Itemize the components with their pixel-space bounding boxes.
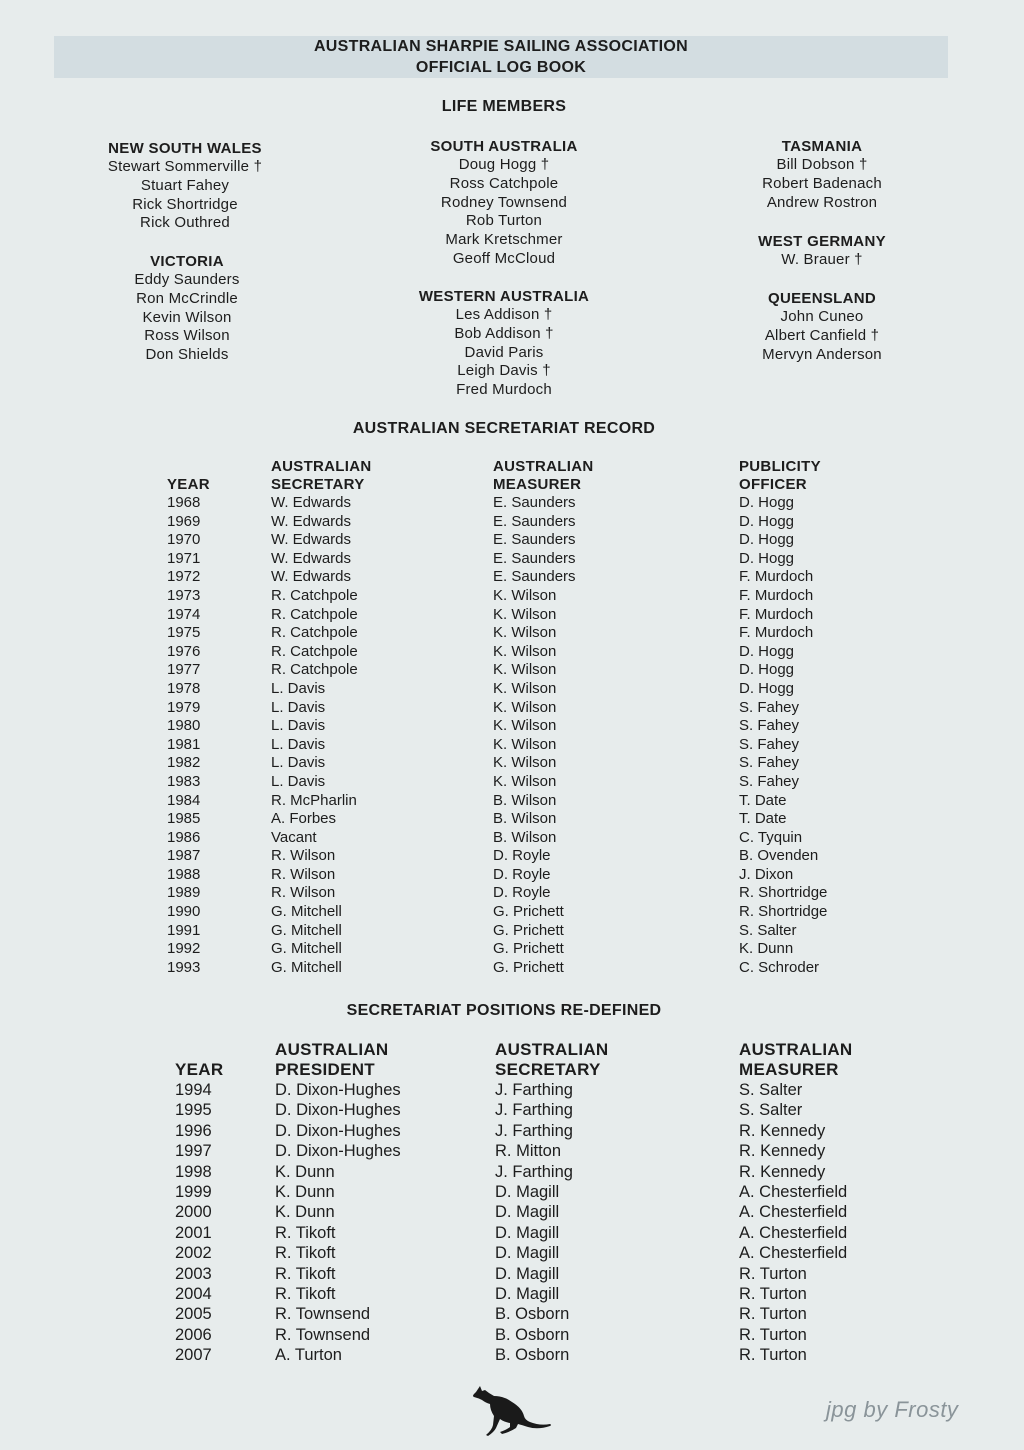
table-cell: S. Fahey — [739, 772, 800, 790]
table-cell: 1980 — [167, 717, 201, 735]
table-cell: J. Farthing — [495, 1081, 573, 1099]
table-cell: G. Prichett — [493, 958, 564, 976]
table-cell: K. Wilson — [493, 735, 557, 753]
table-cell: K. Dunn — [275, 1162, 335, 1181]
table-cell: K. Dunn — [275, 1183, 335, 1202]
column-header-line: MEASURER — [739, 1060, 839, 1079]
table-cell: 1972 — [167, 568, 201, 586]
member-name: Eddy Saunders — [134, 271, 240, 288]
table-cell: 1990 — [167, 903, 201, 921]
table-cell: D. Magill — [495, 1203, 560, 1222]
table-cell: 2005 — [175, 1305, 212, 1324]
table-cell: K. Wilson — [493, 679, 557, 697]
table-cell: 1973 — [167, 586, 201, 604]
column-header-line: PUBLICITY — [739, 458, 821, 475]
measurer-cells — [739, 1080, 853, 1366]
table-cell: B. Ovenden — [739, 847, 819, 865]
table-cell: A. Turton — [275, 1346, 342, 1365]
table-cell: D. Hogg — [739, 531, 795, 549]
table-cell: 2003 — [175, 1264, 212, 1283]
table-cell: 1994 — [175, 1081, 212, 1099]
table-cell: W. Edwards — [271, 494, 352, 511]
table-cell: K. Wilson — [493, 661, 557, 679]
table-cell: 1968 — [167, 494, 201, 511]
photo-credit: jpg by Frosty — [826, 1397, 959, 1422]
member-name: Rodney Townsend — [440, 193, 568, 211]
column-header-line: MEASURER — [493, 476, 582, 493]
table-cell: D. Magill — [495, 1285, 560, 1304]
member-name: Ross Wilson — [144, 327, 230, 345]
table-cell: E. Saunders — [493, 512, 576, 530]
column-secretary — [495, 1040, 609, 1366]
table-cell: F. Murdoch — [739, 568, 814, 586]
group-south-australia — [394, 138, 614, 269]
member-name: Leigh Davis † — [457, 362, 551, 380]
table-cell: 1996 — [175, 1121, 212, 1140]
table-cell: B. Osborn — [495, 1305, 570, 1324]
table-cell: T. Date — [739, 791, 787, 809]
member-name: Andrew Rostron — [766, 193, 878, 211]
table-cell: 1993 — [167, 958, 201, 976]
table-cell: D. Magill — [495, 1244, 560, 1263]
column-header: YEAR — [167, 476, 210, 493]
table-cell: J. Dixon — [739, 865, 794, 883]
table-cell: K. Wilson — [493, 754, 557, 772]
table-cell: B. Osborn — [495, 1325, 570, 1344]
table-cell: R. Wilson — [271, 847, 336, 865]
table-cell: S. Salter — [739, 921, 797, 939]
table-cell: 1986 — [167, 828, 201, 846]
table-cell: 1995 — [175, 1101, 212, 1120]
column-header: YEAR — [175, 1060, 224, 1079]
table-cell: S. Fahey — [739, 735, 800, 753]
column-header-line: SECRETARY — [271, 476, 365, 493]
table-cell: R. Turton — [739, 1305, 807, 1324]
table-cell: 1997 — [175, 1142, 212, 1161]
table-cell: 1983 — [167, 772, 201, 790]
table-cell: R. Wilson — [271, 865, 336, 883]
table-cell: 1984 — [167, 791, 201, 809]
table-cell: D. Royle — [493, 847, 551, 865]
table-cell: 1971 — [167, 549, 201, 567]
column-header-line: OFFICER — [739, 476, 807, 493]
table-cell: L. Davis — [271, 679, 326, 697]
member-name: Rick Outhred — [140, 214, 230, 232]
table-cell: K. Wilson — [493, 642, 557, 660]
table-cell: J. Farthing — [495, 1101, 573, 1120]
table-cell: S. Fahey — [739, 698, 800, 716]
redefined-heading: SECRETARIAT POSITIONS RE-DEFINED — [346, 1002, 662, 1019]
table-cell: 1979 — [167, 698, 201, 716]
table-cell: 1975 — [167, 624, 201, 642]
table-cell: R. Turton — [739, 1346, 807, 1365]
table-cell: R. McPharlin — [271, 791, 357, 809]
column-header-line: AUSTRALIAN — [493, 458, 594, 475]
column-header-line: AUSTRALIAN — [271, 458, 372, 475]
table-cell: L. Davis — [271, 698, 326, 716]
table-cell: D. Royle — [493, 884, 551, 902]
table-cell: 1991 — [167, 921, 201, 939]
column-header-line: AUSTRALIAN — [739, 1040, 853, 1059]
table-cell: S. Salter — [739, 1081, 803, 1099]
member-name: Ron McCrindle — [136, 289, 238, 307]
table-cell: 2001 — [175, 1223, 212, 1242]
member-name: Rick Shortridge — [132, 195, 238, 213]
group-state-label: WESTERN AUSTRALIA — [418, 288, 590, 305]
table-cell: 2002 — [175, 1244, 212, 1263]
table-cell: 2006 — [175, 1325, 212, 1344]
table-cell: A. Forbes — [271, 810, 337, 828]
kangaroo-icon — [470, 1384, 554, 1438]
table-cell: R. Tikoft — [275, 1264, 336, 1283]
table-cell: 1999 — [175, 1183, 212, 1202]
table-cell: D. Royle — [493, 865, 551, 883]
table-cell: 1978 — [167, 679, 201, 697]
table-cell: D. Magill — [495, 1223, 560, 1242]
table-cell: 1982 — [167, 754, 201, 772]
table-cell: R. Catchpole — [271, 586, 358, 604]
table-cell: D. Hogg — [739, 549, 795, 567]
member-name: Fred Murdoch — [456, 381, 552, 399]
group-queensland — [722, 290, 922, 364]
member-name: Albert Canfield † — [764, 326, 880, 344]
table-cell: D. Hogg — [739, 512, 795, 530]
table-cell: 1981 — [167, 735, 201, 753]
table-cell: R. Wilson — [271, 884, 336, 902]
year-cells — [167, 494, 210, 977]
table-cell: C. Tyquin — [739, 828, 803, 846]
table-cell: L. Davis — [271, 717, 326, 735]
table-cell: 1988 — [167, 865, 201, 883]
table-cell: R. Kennedy — [739, 1162, 826, 1181]
table-cell: D. Dixon-Hughes — [275, 1081, 401, 1099]
table-cell: 1976 — [167, 642, 201, 660]
member-name: Geoff McCloud — [452, 249, 556, 267]
table-cell: L. Davis — [271, 735, 326, 753]
table-cell: D. Dixon-Hughes — [275, 1101, 401, 1120]
table-cell: K. Wilson — [493, 698, 557, 716]
table-cell: B. Wilson — [493, 791, 557, 809]
table-cell: S. Fahey — [739, 717, 800, 735]
table-cell: J. Farthing — [495, 1121, 573, 1140]
table-cell: R. Townsend — [275, 1325, 371, 1344]
member-name: Mark Kretschmer — [445, 231, 563, 249]
group-state-label: VICTORIA — [150, 253, 224, 270]
table-cell: 1974 — [167, 605, 201, 623]
table-cell: R. Shortridge — [739, 903, 828, 921]
column-year — [167, 458, 210, 977]
table-cell: D. Hogg — [739, 661, 795, 679]
title-line-1: AUSTRALIAN SHARPIE SAILING ASSOCIATION — [313, 38, 689, 55]
table-cell: G. Prichett — [493, 921, 564, 939]
table-cell: L. Davis — [271, 754, 326, 772]
table-cell: D. Dixon-Hughes — [275, 1142, 401, 1161]
table-cell: R. Catchpole — [271, 624, 358, 642]
table-cell: E. Saunders — [493, 549, 576, 567]
group-tasmania — [722, 138, 922, 212]
table-cell: A. Chesterfield — [739, 1223, 848, 1242]
table-cell: K. Wilson — [493, 772, 557, 790]
table-cell: G. Prichett — [493, 940, 564, 958]
table-cell: B. Wilson — [493, 810, 557, 828]
table-cell: E. Saunders — [493, 494, 576, 511]
member-name: Bill Dobson † — [776, 156, 868, 173]
table-cell: S. Salter — [739, 1101, 803, 1120]
table-cell: A. Chesterfield — [739, 1203, 848, 1222]
table-cell: R. Turton — [739, 1325, 807, 1344]
title-line-2: OFFICIAL LOG BOOK — [415, 59, 587, 76]
group-state-label: QUEENSLAND — [767, 290, 876, 307]
table-cell: A. Chesterfield — [739, 1244, 848, 1263]
column-header-line: AUSTRALIAN — [495, 1040, 609, 1059]
column-secretary — [271, 458, 372, 977]
table-cell: R. Turton — [739, 1285, 807, 1304]
group-state-label: WEST GERMANY — [758, 233, 886, 250]
president-cells — [275, 1080, 401, 1366]
member-name: Bob Addison † — [454, 324, 554, 342]
group-victoria — [85, 253, 289, 365]
column-year — [175, 1040, 223, 1366]
table-cell: F. Murdoch — [739, 624, 814, 642]
table-cell: 2004 — [175, 1285, 212, 1304]
table-cell: D. Magill — [495, 1264, 560, 1283]
member-name: Don Shields — [145, 346, 229, 364]
table-cell: R. Catchpole — [271, 661, 358, 679]
table-cell: B. Wilson — [493, 828, 557, 846]
table-cell: 1992 — [167, 940, 201, 958]
table-cell: R. Tikoft — [275, 1285, 336, 1304]
member-name: John Cuneo — [780, 308, 864, 325]
column-header-line: SECRETARY — [495, 1060, 601, 1079]
column-header-line — [175, 1040, 223, 1060]
column-publicity-officer — [739, 458, 827, 977]
column-measurer — [739, 1040, 853, 1366]
table-cell: R. Tikoft — [275, 1223, 336, 1242]
table-cell: G. Mitchell — [271, 958, 342, 976]
member-name: Robert Badenach — [762, 174, 882, 192]
column-header-line: AUSTRALIAN — [275, 1040, 389, 1059]
column-measurer — [493, 458, 594, 977]
table-cell: 1985 — [167, 810, 201, 828]
table-cell: R. Mitton — [495, 1142, 562, 1161]
table-cell: 2000 — [175, 1203, 212, 1222]
table-cell: Vacant — [271, 828, 317, 846]
table-cell: 1989 — [167, 884, 201, 902]
column-header-line — [167, 458, 210, 476]
life-members-heading: LIFE MEMBERS — [441, 98, 567, 115]
table-cell: G. Mitchell — [271, 940, 342, 958]
table-cell: K. Wilson — [493, 605, 557, 623]
table-cell: R. Townsend — [275, 1305, 371, 1324]
member-name: Kevin Wilson — [142, 308, 232, 326]
table-cell: W. Edwards — [271, 549, 352, 567]
table-cell: K. Dunn — [275, 1203, 335, 1222]
table-cell: F. Murdoch — [739, 586, 814, 604]
table-cell: R. Turton — [739, 1264, 807, 1283]
group-state-label: SOUTH AUSTRALIA — [430, 138, 578, 155]
publicity-cells — [739, 494, 827, 977]
measurer-cells — [493, 494, 594, 977]
table-cell: 1969 — [167, 512, 201, 530]
member-name: Mervyn Anderson — [762, 345, 882, 363]
secretary-cells — [495, 1080, 609, 1366]
year-cells — [175, 1080, 223, 1366]
table-cell: T. Date — [739, 810, 787, 828]
member-name: Stuart Fahey — [140, 176, 230, 194]
table-cell: W. Edwards — [271, 512, 352, 530]
table-cell: D. Hogg — [739, 679, 795, 697]
table-cell: B. Osborn — [495, 1346, 570, 1365]
column-header-line: PRESIDENT — [275, 1060, 375, 1079]
group-state-label: NEW SOUTH WALES — [108, 140, 262, 157]
member-name: Doug Hogg † — [458, 156, 550, 173]
table-cell: C. Schroder — [739, 958, 820, 976]
table-cell: D. Dixon-Hughes — [275, 1121, 401, 1140]
table-cell: A. Chesterfield — [739, 1183, 848, 1202]
table-cell: 2007 — [175, 1346, 212, 1365]
table-cell: R. Kennedy — [739, 1121, 826, 1140]
table-cell: 1987 — [167, 847, 201, 865]
column-president — [275, 1040, 401, 1366]
table-cell: D. Hogg — [739, 494, 795, 511]
table-cell: K. Wilson — [493, 586, 557, 604]
group-new-south-wales — [85, 140, 285, 233]
table-cell: 1970 — [167, 531, 201, 549]
table-cell: F. Murdoch — [739, 605, 814, 623]
table-cell: D. Hogg — [739, 642, 795, 660]
table-cell: W. Edwards — [271, 568, 352, 586]
table-cell: R. Catchpole — [271, 642, 358, 660]
table-cell: R. Shortridge — [739, 884, 828, 902]
table-cell: G. Mitchell — [271, 903, 342, 921]
group-state-label: TASMANIA — [781, 138, 863, 155]
member-name: Les Addison † — [455, 306, 553, 323]
group-west-germany — [722, 233, 922, 270]
table-cell: R. Catchpole — [271, 605, 358, 623]
table-cell: K. Wilson — [493, 624, 557, 642]
table-cell: D. Magill — [495, 1183, 560, 1202]
table-cell: R. Tikoft — [275, 1244, 336, 1263]
member-name: David Paris — [464, 343, 544, 361]
table-cell: 1977 — [167, 661, 201, 679]
secretariat-record-table — [0, 458, 1024, 988]
table-cell: E. Saunders — [493, 568, 576, 586]
member-name: Rob Turton — [465, 212, 543, 230]
table-cell: G. Prichett — [493, 903, 564, 921]
table-cell: G. Mitchell — [271, 921, 342, 939]
table-cell: R. Kennedy — [739, 1142, 826, 1161]
member-name: Ross Catchpole — [449, 174, 559, 192]
table-cell: S. Fahey — [739, 754, 800, 772]
group-western-australia — [394, 288, 614, 400]
member-name: Stewart Sommerville † — [107, 158, 263, 175]
table-cell: K. Wilson — [493, 717, 557, 735]
table-cell: E. Saunders — [493, 531, 576, 549]
table-cell: K. Dunn — [739, 940, 794, 958]
table-cell: L. Davis — [271, 772, 326, 790]
secretariat-record-heading: AUSTRALIAN SECRETARIAT RECORD — [352, 420, 656, 437]
redefined-table — [0, 1040, 1024, 1380]
member-name: W. Brauer † — [781, 251, 863, 268]
table-cell: W. Edwards — [271, 531, 352, 549]
document-title — [54, 36, 948, 78]
table-cell: 1998 — [175, 1162, 212, 1181]
secretary-cells — [271, 494, 372, 977]
table-cell: J. Farthing — [495, 1162, 573, 1181]
